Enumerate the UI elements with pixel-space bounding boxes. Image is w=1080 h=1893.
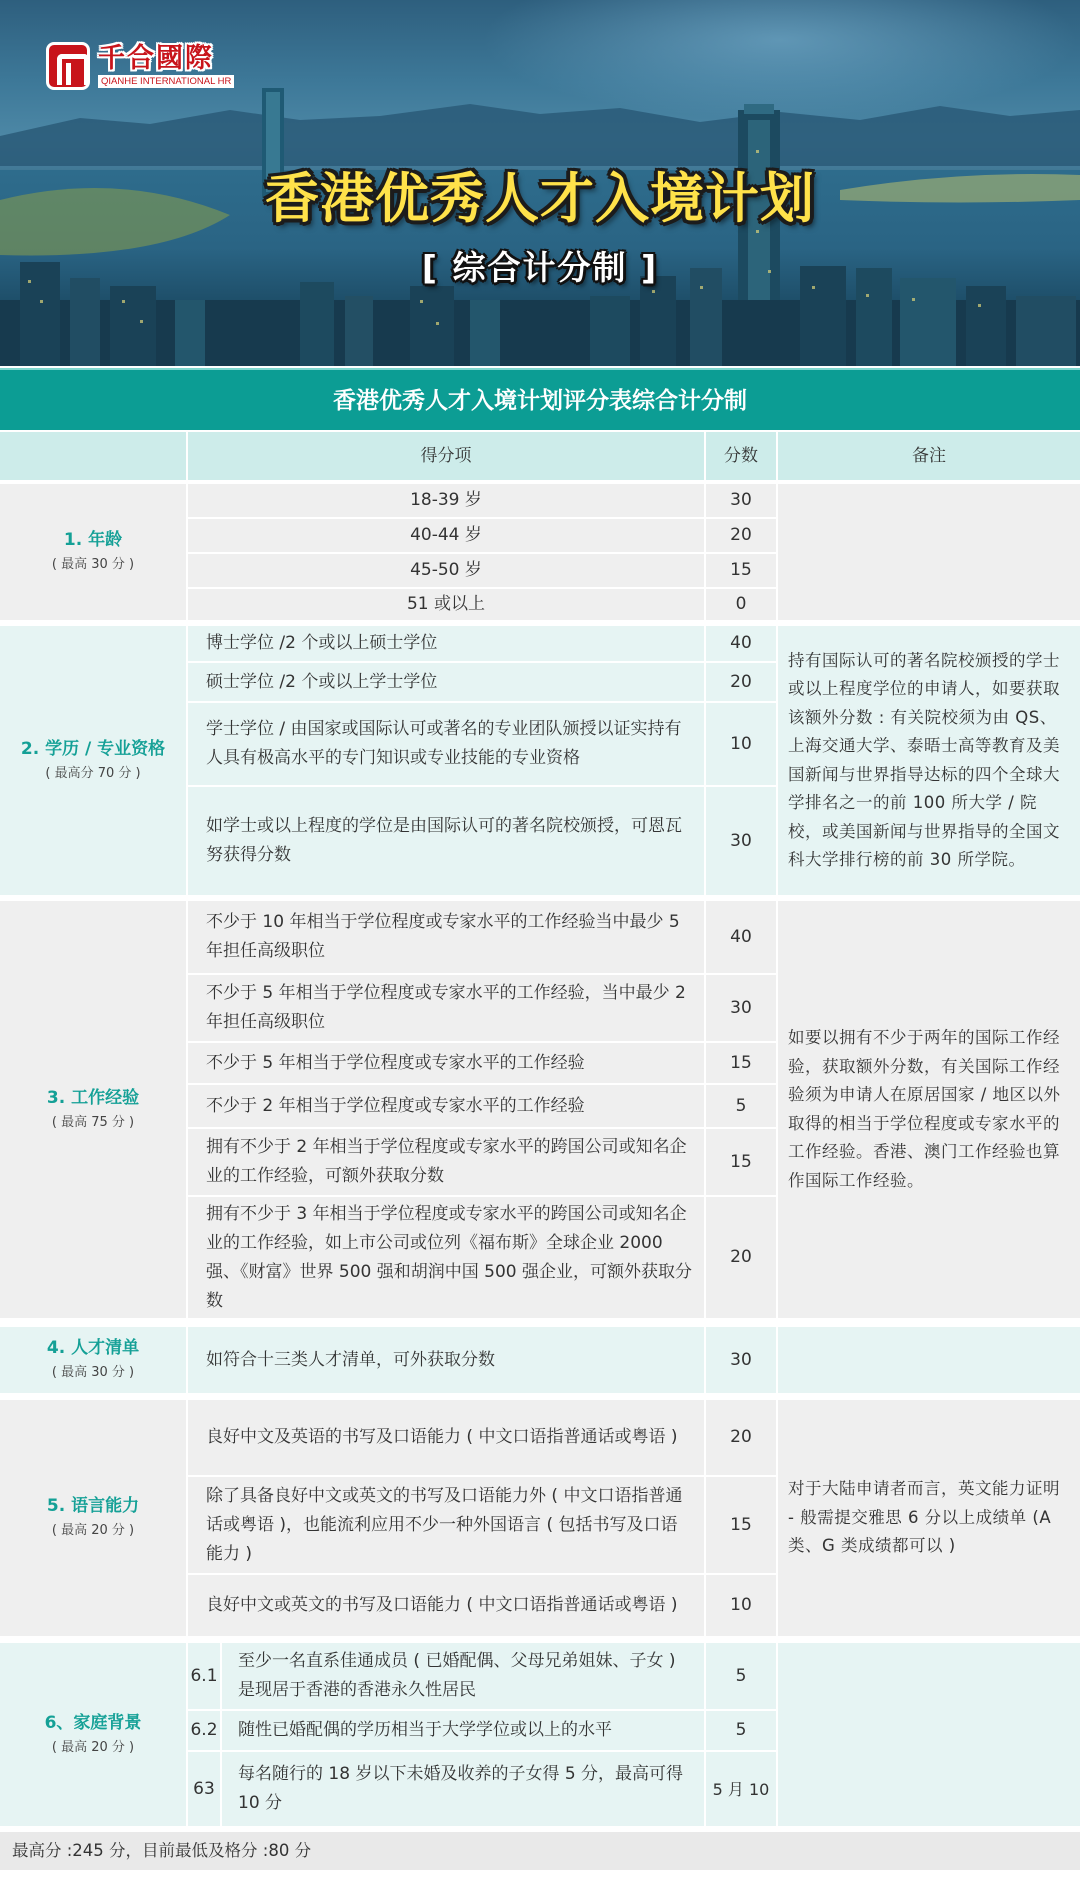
table-row-item: 45-50 岁 xyxy=(188,554,704,587)
table-row-item: 至少一名直系佳通成员 ( 已婚配偶、父母兄弟姐妹、子女 ) 是现居于香港的香港永久性居民 xyxy=(222,1643,704,1709)
category-language xyxy=(0,1400,186,1636)
table-row-item: 拥有不少于 3 年相当于学位程度或专家水平的跨国公司或知名企业的工作经验，如上市公司或位列《福布斯》全球企业 2000 强、《财富》世界 500 强和胡润中国 500 强企业，可额外获取分数 xyxy=(188,1197,704,1318)
banner-subtitle: [ 综合计分制 ] xyxy=(421,248,659,287)
category-max: ( 最高 75 分 ) xyxy=(51,1114,135,1130)
score-summary-footer: 最高分 :245 分，目前最低及格分 :80 分 xyxy=(0,1832,1080,1870)
category-max: ( 最高 20 分 ) xyxy=(51,1523,135,1538)
hero-banner xyxy=(0,0,1080,366)
section-note xyxy=(778,484,1080,620)
category-talent-list xyxy=(0,1327,186,1393)
table-row-item: 博士学位 /2 个或以上硕士学位 xyxy=(188,626,704,661)
section-note: 如要以拥有不少于两年的国际工作经验，获取额外分数，有关国际工作经验须为申请人在原居国家 / 地区以外取得的相当于学位程度或专家水平的工作经验。香港、澳门工作经验也算作国际工作经验。 xyxy=(778,901,1080,1318)
table-row-item: 每名随行的 18 岁以下未婚及收养的子女得 5 分，最高可得 10 分 xyxy=(222,1752,704,1826)
logo-english-name: QIANHE INTERNATIONAL HR xyxy=(98,75,234,88)
table-row-score: 40 xyxy=(706,626,776,661)
table-row-score: 10 xyxy=(706,1575,776,1636)
table-row-item: 良好中文或英文的书写及口语能力 ( 中文口语指普通话或粤语 ) xyxy=(188,1575,704,1636)
category-name: 6、家庭背景 xyxy=(44,1712,142,1733)
category-max: ( 最高 20 分 ) xyxy=(51,1739,135,1755)
section-age xyxy=(0,484,1080,620)
table-row-score: 15 xyxy=(706,1477,776,1573)
logo-mark-icon xyxy=(46,42,90,90)
category-name: 1. 年龄 xyxy=(63,530,123,550)
table-row-item: 18-39 岁 xyxy=(188,484,704,517)
header-note: 备注 xyxy=(778,432,1080,480)
table-row-item: 不少于 2 年相当于学位程度或专家水平的工作经验 xyxy=(188,1085,704,1127)
section-note: 对于大陆申请者而言，英文能力证明 - 般需提交雅思 6 分以上成绩单 (A 类、G 类成绩都可以 ) xyxy=(778,1400,1080,1636)
section-education xyxy=(0,626,1080,895)
section-language xyxy=(0,1400,1080,1636)
company-logo xyxy=(46,42,234,90)
table-row-score: 15 xyxy=(706,1129,776,1195)
category-max: ( 最高 30 分 ) xyxy=(51,557,135,572)
sub-item-number: 63 xyxy=(188,1752,220,1826)
header-score: 分数 xyxy=(706,432,776,480)
table-title: 香港优秀人才入境计划评分表综合计分制 xyxy=(0,368,1080,430)
section-note xyxy=(778,1643,1080,1826)
table-row-score: 40 xyxy=(706,901,776,973)
table-row-item: 拥有不少于 2 年相当于学位程度或专家水平的跨国公司或知名企业的工作经验，可额外获取分数 xyxy=(188,1129,704,1195)
banner-title: 香港优秀人才入境计划 xyxy=(265,167,815,230)
category-name: 5. 语言能力 xyxy=(46,1496,140,1516)
table-row-item: 40-44 岁 xyxy=(188,519,704,552)
table-row-item: 随性已婚配偶的学历相当于大学学位或以上的水平 xyxy=(222,1711,704,1750)
section-note xyxy=(778,1327,1080,1393)
table-row-score: 30 xyxy=(706,484,776,517)
table-row-score: 5 月 10 xyxy=(706,1752,776,1826)
table-row-item: 不少于 10 年相当于学位程度或专家水平的工作经验当中最少 5 年担任高级职位 xyxy=(188,901,704,973)
table-row-item: 良好中文及英语的书写及口语能力 ( 中文口语指普通话或粤语 ) xyxy=(188,1400,704,1475)
table-row-score: 0 xyxy=(706,589,776,620)
section-talent-list xyxy=(0,1327,1080,1393)
section-note: 持有国际认可的著名院校颁授的学士或以上程度学位的申请人，如要获取该额外分数 : 有关院校须为由 QS、上海交通大学、泰晤士高等教育及美国新闻与世界指导达标的四个全球大学排名之一的前 100 所大学 / 院校，或美国新闻与世界指导的全国文科大学排行榜的前 30 所学院。 xyxy=(778,626,1080,895)
section-family xyxy=(0,1643,1080,1826)
table-row-score: 15 xyxy=(706,554,776,587)
table-row-score: 5 xyxy=(706,1643,776,1709)
category-name: 4. 人才清单 xyxy=(46,1338,140,1358)
table-row-score: 30 xyxy=(706,975,776,1041)
table-row-score: 15 xyxy=(706,1043,776,1083)
category-work-experience xyxy=(0,901,186,1318)
table-row-score: 10 xyxy=(706,703,776,785)
sub-item-number: 6.1 xyxy=(188,1643,220,1709)
table-row-item: 硕士学位 /2 个或以上学士学位 xyxy=(188,663,704,701)
table-row-score: 5 xyxy=(706,1711,776,1750)
category-max: ( 最高 30 分 ) xyxy=(51,1365,135,1380)
table-row-score: 20 xyxy=(706,1400,776,1475)
table-row-item: 除了具备良好中文或英文的书写及口语能力外 ( 中文口语指普通话或粤语 )，也能流利应用不少一种外国语言 ( 包括书写及口语能力 ) xyxy=(188,1477,704,1573)
category-education xyxy=(0,626,186,895)
table-row-score: 5 xyxy=(706,1085,776,1127)
sub-item-number: 6.2 xyxy=(188,1711,220,1750)
header-category xyxy=(0,432,186,480)
table-row-score: 20 xyxy=(706,519,776,552)
category-name: 3. 工作经验 xyxy=(46,1087,140,1108)
category-max: ( 最高分 70 分 ) xyxy=(45,765,141,781)
table-row-item: 51 或以上 xyxy=(188,589,704,620)
header-item: 得分项 xyxy=(188,432,704,480)
table-row-score: 20 xyxy=(706,1197,776,1318)
category-name: 2. 学历 / 专业资格 xyxy=(20,738,166,759)
table-row-score: 30 xyxy=(706,787,776,895)
table-header-row xyxy=(0,432,1080,480)
table-row-item: 如符合十三类人才清单，可外获取分数 xyxy=(188,1327,704,1393)
table-row-item: 不少于 5 年相当于学位程度或专家水平的工作经验 xyxy=(188,1043,704,1083)
logo-chinese-name: 千合國際 xyxy=(98,43,214,74)
table-row-item: 不少于 5 年相当于学位程度或专家水平的工作经验，当中最少 2 年担任高级职位 xyxy=(188,975,704,1041)
table-row-score: 30 xyxy=(706,1327,776,1393)
table-row-item: 学士学位 / 由国家或国际认可或著名的专业团队颁授以证实持有人具有极高水平的专门知识或专业技能的专业资格 xyxy=(188,703,704,785)
category-family xyxy=(0,1643,186,1826)
section-work-experience xyxy=(0,901,1080,1318)
category-age xyxy=(0,484,186,620)
table-row-score: 20 xyxy=(706,663,776,701)
table-row-item: 如学士或以上程度的学位是由国际认可的著名院校颁授，可恩瓦努获得分数 xyxy=(188,787,704,895)
